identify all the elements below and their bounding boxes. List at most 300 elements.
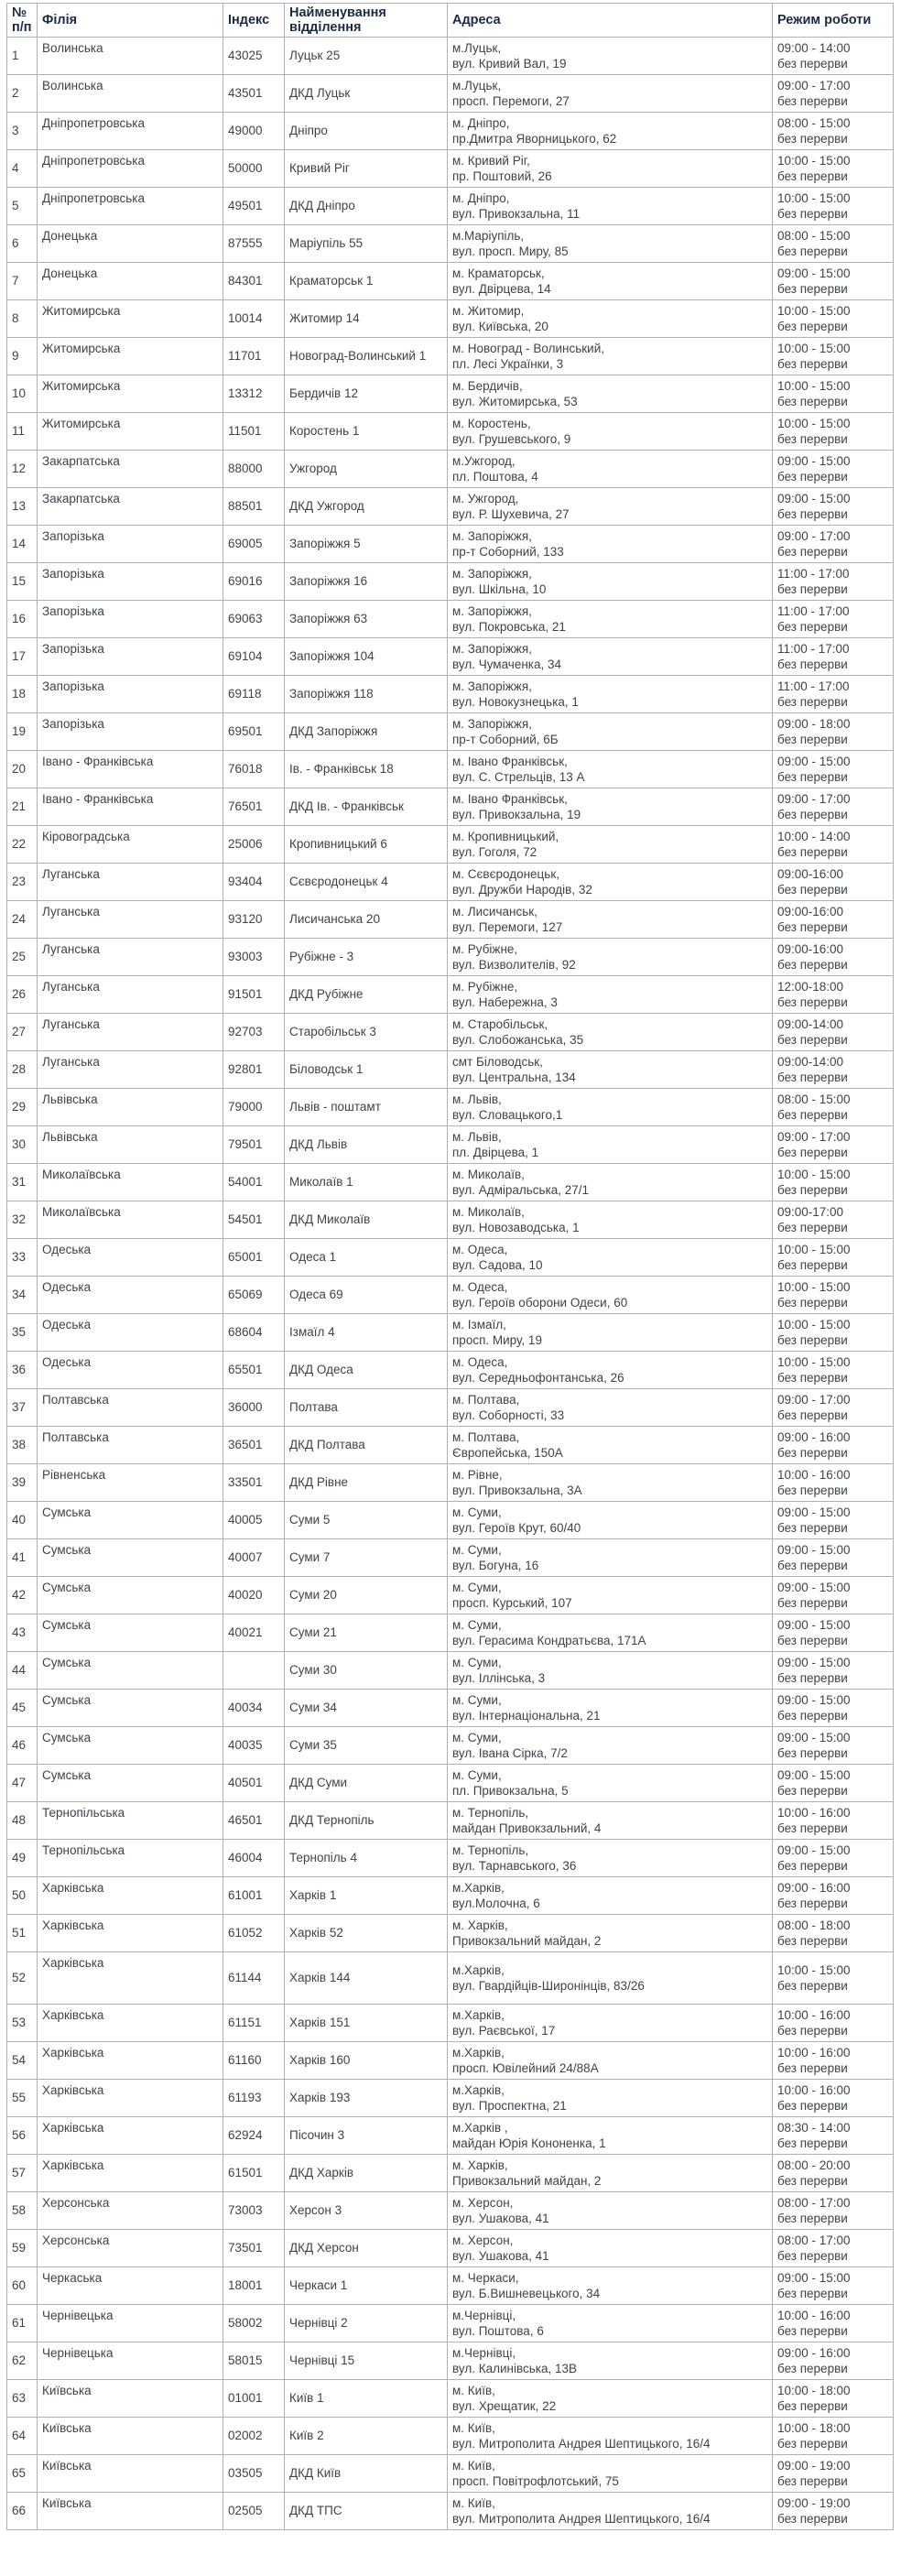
address-city-line: м. Кривий Ріг,: [452, 153, 530, 168]
hours-time: 09:00 - 14:00: [777, 40, 851, 55]
address-city-line: м.Чернівці,: [452, 2345, 516, 2360]
cell-address: [448, 413, 773, 451]
cell-name: Суми 34: [285, 1690, 448, 1727]
cell-hours: [773, 563, 894, 601]
cell-num: 25: [7, 939, 38, 976]
cell-num: 37: [7, 1389, 38, 1427]
cell-index: 69501: [223, 713, 285, 751]
hours-time: 08:00 - 17:00: [777, 2233, 851, 2247]
cell-num: 57: [7, 2155, 38, 2192]
cell-hours: [773, 300, 894, 338]
address-city-line: м. Житомир,: [452, 303, 525, 318]
cell-name: Рубіжне - 3: [285, 939, 448, 976]
cell-num: 14: [7, 526, 38, 563]
address-street-line: вул. Соборності, 33: [452, 1408, 565, 1422]
cell-address: [448, 1389, 773, 1427]
hours-time: 09:00 - 15:00: [777, 266, 851, 280]
cell-hours: [773, 1314, 894, 1352]
cell-num: 24: [7, 901, 38, 939]
cell-region: Луганська: [38, 939, 223, 976]
cell-num: 28: [7, 1051, 38, 1089]
hours-note: без перерви: [777, 544, 848, 559]
address-city-line: м. Запоріжжя,: [452, 641, 532, 656]
cell-hours: [773, 1877, 894, 1915]
cell-address: [448, 901, 773, 939]
cell-name: Чернівці 2: [285, 2305, 448, 2342]
cell-region: Тернопільська: [38, 1840, 223, 1877]
cell-address: [448, 864, 773, 901]
cell-num: 3: [7, 113, 38, 150]
hours-note: без перерви: [777, 281, 848, 296]
address-street-line: вул. Калинівська, 13В: [452, 2361, 577, 2375]
cell-region: Чернівецька: [38, 2342, 223, 2380]
table-row: [7, 1877, 894, 1915]
address-street-line: вул. Раєвської, 17: [452, 2023, 556, 2038]
cell-hours: [773, 263, 894, 300]
table-row: [7, 2493, 894, 2530]
table-row: [7, 864, 894, 901]
hours-time: 09:00 - 19:00: [777, 2495, 851, 2510]
cell-index: 93120: [223, 901, 285, 939]
hours-note: без перерви: [777, 2060, 848, 2075]
address-street-line: майдан Юрія Кононенка, 1: [452, 2136, 606, 2150]
cell-address: [448, 150, 773, 188]
hours-time: 10:00 - 16:00: [777, 2045, 851, 2060]
hours-note: без перерви: [777, 1220, 848, 1234]
address-street-line: вул. Слобожанська, 35: [452, 1032, 584, 1047]
cell-name: Біловодськ 1: [285, 1051, 448, 1089]
cell-region: Чернівецька: [38, 2305, 223, 2342]
hours-note: без перерви: [777, 657, 848, 671]
cell-hours: [773, 1840, 894, 1877]
cell-name: Житомир 14: [285, 300, 448, 338]
hours-note: без перерви: [777, 2398, 848, 2413]
cell-index: 36000: [223, 1389, 285, 1427]
table-row: [7, 638, 894, 676]
cell-num: 33: [7, 1239, 38, 1277]
cell-name: Київ 1: [285, 2380, 448, 2418]
table-row: [7, 976, 894, 1014]
hours-time: 10:00 - 16:00: [777, 2308, 851, 2322]
cell-index: 36501: [223, 1427, 285, 1464]
cell-address: [448, 2455, 773, 2493]
hours-note: без перерви: [777, 957, 848, 972]
cell-name: Старобільськ 3: [285, 1014, 448, 1051]
cell-address: [448, 2117, 773, 2155]
cell-hours: [773, 2418, 894, 2455]
cell-index: 61151: [223, 2005, 285, 2042]
cell-index: [223, 1652, 285, 1690]
cell-index: 61160: [223, 2042, 285, 2080]
cell-index: 46004: [223, 1840, 285, 1877]
hours-time: 09:00 - 15:00: [777, 1505, 851, 1519]
cell-name: Суми 7: [285, 1539, 448, 1577]
cell-address: [448, 788, 773, 826]
address-city-line: м.Луцьк,: [452, 40, 502, 55]
hours-time: 09:00 - 16:00: [777, 2345, 851, 2360]
cell-num: 17: [7, 638, 38, 676]
cell-index: 03505: [223, 2455, 285, 2493]
cell-hours: [773, 1239, 894, 1277]
cell-hours: [773, 1502, 894, 1539]
hours-time: 09:00 - 17:00: [777, 791, 851, 806]
address-city-line: м.Харків,: [452, 2007, 505, 2022]
address-city-line: м. Запоріжжя,: [452, 603, 532, 618]
cell-index: 43501: [223, 75, 285, 113]
cell-name: ДКД Львів: [285, 1126, 448, 1164]
address-city-line: м.Ужгород,: [452, 453, 516, 468]
cell-hours: [773, 751, 894, 788]
cell-region: Одеська: [38, 1314, 223, 1352]
cell-address: [448, 1089, 773, 1126]
address-city-line: м. Ізмаїл,: [452, 1317, 506, 1331]
cell-hours: [773, 2342, 894, 2380]
cell-region: Житомирська: [38, 413, 223, 451]
cell-address: [448, 601, 773, 638]
cell-num: 56: [7, 2117, 38, 2155]
cell-address: [448, 1802, 773, 1840]
hours-note: без перерви: [777, 2436, 848, 2451]
address-city-line: м. Полтава,: [452, 1429, 520, 1444]
cell-region: Кіровоградська: [38, 826, 223, 864]
address-city-line: м. Рубіжне,: [452, 979, 518, 994]
hours-note: без перерви: [777, 769, 848, 784]
cell-hours: [773, 1765, 894, 1802]
table-row: [7, 2305, 894, 2342]
address-city-line: м. Київ,: [452, 2420, 495, 2435]
cell-region: Харківська: [38, 2005, 223, 2042]
cell-region: Луганська: [38, 1051, 223, 1089]
hours-time: 12:00-18:00: [777, 979, 844, 994]
cell-region: Закарпатська: [38, 451, 223, 488]
cell-hours: [773, 1277, 894, 1314]
hours-note: без перерви: [777, 1332, 848, 1347]
cell-hours: [773, 2155, 894, 2192]
cell-num: 7: [7, 263, 38, 300]
cell-index: 33501: [223, 1464, 285, 1502]
table-row: [7, 2117, 894, 2155]
cell-address: [448, 2418, 773, 2455]
cell-name: Харків 52: [285, 1915, 448, 1952]
header-region: Філія: [38, 4, 223, 38]
address-city-line: м. Новоград - Волинський,: [452, 341, 604, 355]
cell-index: 92703: [223, 1014, 285, 1051]
cell-num: 45: [7, 1690, 38, 1727]
hours-note: без перерви: [777, 2211, 848, 2225]
cell-hours: [773, 1427, 894, 1464]
cell-hours: [773, 225, 894, 263]
cell-hours: [773, 488, 894, 526]
hours-time: 09:00-14:00: [777, 1016, 844, 1031]
cell-hours: [773, 188, 894, 225]
address-city-line: м. Лисичанськ,: [452, 904, 537, 918]
cell-name: ДКД Київ: [285, 2455, 448, 2493]
cell-hours: [773, 788, 894, 826]
hours-note: без перерви: [777, 1107, 848, 1122]
table-row: [7, 1802, 894, 1840]
hours-time: 10:00 - 16:00: [777, 1467, 851, 1482]
cell-region: Полтавська: [38, 1427, 223, 1464]
cell-region: Донецька: [38, 263, 223, 300]
hours-time: 09:00 - 15:00: [777, 1580, 851, 1594]
cell-index: 93003: [223, 939, 285, 976]
hours-note: без перерви: [777, 1408, 848, 1422]
address-city-line: м. Одеса,: [452, 1279, 508, 1294]
cell-num: 15: [7, 563, 38, 601]
cell-index: 13312: [223, 375, 285, 413]
cell-hours: [773, 38, 894, 75]
cell-index: 40501: [223, 1765, 285, 1802]
cell-region: Сумська: [38, 1690, 223, 1727]
cell-hours: [773, 375, 894, 413]
table-row: [7, 2380, 894, 2418]
cell-index: 73501: [223, 2230, 285, 2267]
cell-num: 9: [7, 338, 38, 375]
cell-region: Сумська: [38, 1614, 223, 1652]
cell-address: [448, 375, 773, 413]
cell-region: Донецька: [38, 225, 223, 263]
cell-index: 69063: [223, 601, 285, 638]
cell-hours: [773, 2192, 894, 2230]
cell-index: 76501: [223, 788, 285, 826]
table-row: [7, 2342, 894, 2380]
header-num: № п/п: [7, 4, 38, 38]
cell-address: [448, 338, 773, 375]
cell-hours: [773, 1727, 894, 1765]
table-row: [7, 751, 894, 788]
cell-num: 26: [7, 976, 38, 1014]
hours-time: 11:00 - 17:00: [777, 603, 850, 618]
cell-address: [448, 1464, 773, 1502]
cell-name: Суми 21: [285, 1614, 448, 1652]
table-row: [7, 1389, 894, 1427]
cell-name: Новоград-Волинський 1: [285, 338, 448, 375]
cell-index: 49501: [223, 188, 285, 225]
cell-num: 54: [7, 2042, 38, 2080]
hours-note: без перерви: [777, 319, 848, 333]
cell-address: [448, 939, 773, 976]
cell-region: Запорізька: [38, 526, 223, 563]
cell-name: Одеса 69: [285, 1277, 448, 1314]
cell-index: 01001: [223, 2380, 285, 2418]
cell-hours: [773, 676, 894, 713]
cell-num: 63: [7, 2380, 38, 2418]
cell-name: Суми 30: [285, 1652, 448, 1690]
table-row: [7, 338, 894, 375]
cell-hours: [773, 901, 894, 939]
hours-note: без перерви: [777, 1520, 848, 1535]
address-city-line: м. Дніпро,: [452, 190, 510, 205]
hours-note: без перерви: [777, 2286, 848, 2300]
cell-hours: [773, 526, 894, 563]
cell-index: 93404: [223, 864, 285, 901]
cell-index: 69118: [223, 676, 285, 713]
address-street-line: вул. Словацького,1: [452, 1107, 563, 1122]
table-row: [7, 1464, 894, 1502]
cell-name: Суми 35: [285, 1727, 448, 1765]
cell-index: 46501: [223, 1802, 285, 1840]
address-street-line: просп. Повітрофлотський, 75: [452, 2473, 619, 2488]
cell-name: ДКД Ів. - Франківськ: [285, 788, 448, 826]
cell-address: [448, 1690, 773, 1727]
cell-num: 10: [7, 375, 38, 413]
hours-time: 10:00 - 15:00: [777, 153, 851, 168]
hours-time: 09:00 - 17:00: [777, 1129, 851, 1144]
hours-time: 09:00-17:00: [777, 1204, 844, 1219]
cell-num: 23: [7, 864, 38, 901]
table-row: [7, 488, 894, 526]
address-city-line: м. Ужгород,: [452, 491, 519, 505]
cell-num: 8: [7, 300, 38, 338]
table-row: [7, 75, 894, 113]
cell-hours: [773, 1690, 894, 1727]
table-row: [7, 1164, 894, 1201]
cell-num: 27: [7, 1014, 38, 1051]
table-row: [7, 413, 894, 451]
cell-num: 64: [7, 2418, 38, 2455]
address-city-line: м. Запоріжжя,: [452, 528, 532, 543]
cell-hours: [773, 2305, 894, 2342]
cell-num: 59: [7, 2230, 38, 2267]
table-row: [7, 1089, 894, 1126]
cell-num: 4: [7, 150, 38, 188]
cell-hours: [773, 1126, 894, 1164]
cell-hours: [773, 939, 894, 976]
hours-note: без перерви: [777, 2173, 848, 2188]
address-city-line: м. Харків,: [452, 2158, 508, 2172]
cell-index: 76018: [223, 751, 285, 788]
cell-address: [448, 676, 773, 713]
cell-num: 41: [7, 1539, 38, 1577]
header-hours: Режим роботи: [773, 4, 894, 38]
address-street-line: пр-т Соборний, 6Б: [452, 732, 559, 746]
cell-num: 35: [7, 1314, 38, 1352]
cell-num: 48: [7, 1802, 38, 1840]
hours-note: без перерви: [777, 1370, 848, 1385]
hours-note: без перерви: [777, 2098, 848, 2113]
address-street-line: вул. Герасима Кондратьєва, 171А: [452, 1633, 646, 1647]
cell-num: 19: [7, 713, 38, 751]
cell-name: Сєвєродонецьк 4: [285, 864, 448, 901]
hours-time: 10:00 - 15:00: [777, 1279, 851, 1294]
cell-region: Волинська: [38, 38, 223, 75]
address-city-line: м. Суми,: [452, 1580, 502, 1594]
address-city-line: м. Суми,: [452, 1767, 502, 1782]
table-row: [7, 2230, 894, 2267]
address-street-line: вул. Інтернаціональна, 21: [452, 1708, 601, 1723]
cell-region: Черкаська: [38, 2267, 223, 2305]
cell-region: Луганська: [38, 976, 223, 1014]
cell-region: Сумська: [38, 1502, 223, 1539]
header-address: Адреса: [448, 4, 773, 38]
cell-hours: [773, 338, 894, 375]
table-row: [7, 1277, 894, 1314]
cell-region: Харківська: [38, 2155, 223, 2192]
hours-note: без перерви: [777, 1595, 848, 1610]
cell-region: Дніпропетровська: [38, 188, 223, 225]
hours-time: 10:00 - 14:00: [777, 829, 851, 843]
address-street-line: вул.Молочна, 6: [452, 1896, 540, 1910]
table-row: [7, 2455, 894, 2493]
hours-note: без перерви: [777, 1445, 848, 1460]
cell-address: [448, 1051, 773, 1089]
cell-index: 69104: [223, 638, 285, 676]
cell-address: [448, 263, 773, 300]
table-row: [7, 1427, 894, 1464]
cell-hours: [773, 2117, 894, 2155]
address-city-line: м.Харків,: [452, 2045, 505, 2060]
table-row: [7, 1201, 894, 1239]
cell-num: 31: [7, 1164, 38, 1201]
cell-name: Запоріжжя 16: [285, 563, 448, 601]
hours-time: 08:30 - 14:00: [777, 2120, 851, 2135]
table-row: [7, 1126, 894, 1164]
cell-name: Херсон 3: [285, 2192, 448, 2230]
cell-hours: [773, 1201, 894, 1239]
cell-region: Харківська: [38, 2042, 223, 2080]
cell-hours: [773, 1089, 894, 1126]
table-row: [7, 1690, 894, 1727]
address-street-line: вул. Перемоги, 127: [452, 919, 563, 934]
cell-address: [448, 1164, 773, 1201]
cell-region: Херсонська: [38, 2230, 223, 2267]
cell-address: [448, 113, 773, 150]
address-street-line: вул. Митрополита Андрея Шептицького, 16/4: [452, 2511, 711, 2526]
cell-address: [448, 826, 773, 864]
cell-address: [448, 2192, 773, 2230]
cell-name: Запоріжжя 63: [285, 601, 448, 638]
cell-index: 62924: [223, 2117, 285, 2155]
address-city-line: м. Запоріжжя,: [452, 679, 532, 693]
address-street-line: вул. Житомирська, 53: [452, 394, 578, 408]
cell-address: [448, 1239, 773, 1277]
cell-index: 18001: [223, 2267, 285, 2305]
table-row: [7, 1840, 894, 1877]
cell-region: Житомирська: [38, 375, 223, 413]
cell-index: 11501: [223, 413, 285, 451]
hours-time: 09:00 - 15:00: [777, 1655, 851, 1669]
cell-num: 22: [7, 826, 38, 864]
table-row: [7, 1765, 894, 1802]
table-row: [7, 375, 894, 413]
hours-time: 08:00 - 15:00: [777, 115, 851, 130]
address-street-line: вул. Грушевського, 9: [452, 431, 571, 446]
cell-name: Запоріжжя 104: [285, 638, 448, 676]
cell-address: [448, 1727, 773, 1765]
table-row: [7, 2005, 894, 2042]
address-street-line: вул. Івана Сірка, 7/2: [452, 1745, 568, 1760]
cell-num: 12: [7, 451, 38, 488]
cell-num: 32: [7, 1201, 38, 1239]
cell-num: 21: [7, 788, 38, 826]
table-row: [7, 38, 894, 75]
cell-address: [448, 1427, 773, 1464]
address-street-line: вул. Гоголя, 72: [452, 844, 537, 859]
cell-region: Одеська: [38, 1239, 223, 1277]
cell-address: [448, 300, 773, 338]
cell-index: 79501: [223, 1126, 285, 1164]
hours-note: без перерви: [777, 694, 848, 709]
hours-note: без перерви: [777, 244, 848, 258]
cell-region: Сумська: [38, 1652, 223, 1690]
hours-note: без перерви: [777, 582, 848, 596]
cell-region: Житомирська: [38, 300, 223, 338]
cell-index: 40034: [223, 1690, 285, 1727]
branches-table: [6, 3, 894, 2530]
hours-note: без перерви: [777, 431, 848, 446]
cell-address: [448, 2080, 773, 2117]
cell-address: [448, 2005, 773, 2042]
